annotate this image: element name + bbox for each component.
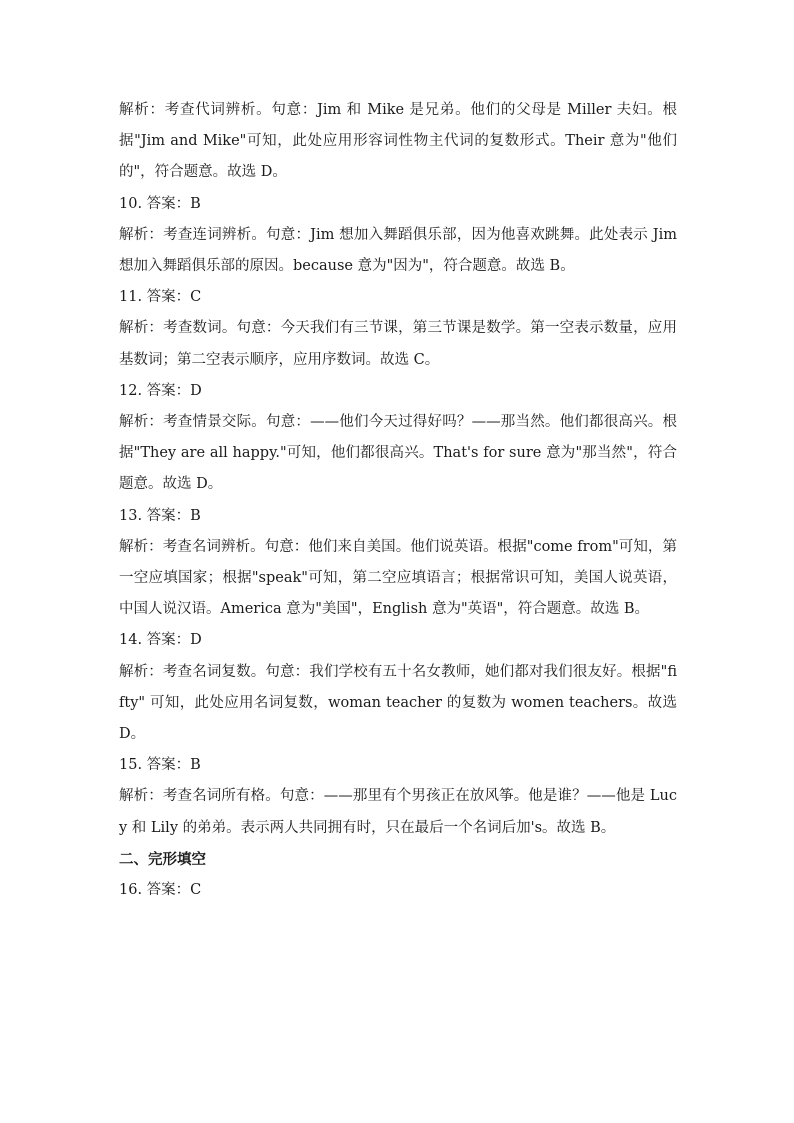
answer-explanations (119, 95, 677, 906)
explanation-10: 解析：考查连词辨析。句意：Jim 想加入舞蹈俱乐部，因为他喜欢跳舞。此处表示 Jim 想加入舞蹈俱乐部的原因。because 意为"因为"，符合题意。故选 B。 (119, 226, 677, 275)
explanation-9: 解析：考查代词辨析。句意：Jim 和 Mike 是兄弟。他们的父母是 Miller 夫妇。根据"Jim and Mike"可知，此处应用形容词性物主代词的复数形式。Their 意为"他们的"，符合题意。故选 D。 (119, 102, 677, 181)
answer-13: 13. 答案：B (119, 507, 201, 524)
answer-12: 12. 答案：D (119, 382, 202, 399)
explanation-15: 解析：考查名词所有格。句意：——那里有个男孩正在放风筝。他是谁？——他是 Lucy 和 Lily 的弟弟。表示两人共同拥有时，只在最后一个名词后加's。故选 B。 (119, 788, 677, 836)
answer-16: 16. 答案：C (119, 882, 202, 899)
answer-14: 14. 答案：D (119, 632, 202, 649)
answer-11: 11. 答案：C (119, 289, 202, 306)
answer-10: 10. 答案：B (119, 195, 201, 212)
explanation-13: 解析：考查名词辨析。句意：他们来自美国。他们说英语。根据"come from"可知，第一空应填国家；根据"speak"可知，第二空应填语言；根据常识可知，美国人说英语，中国人说汉语。America 意为"美国"，English 意为"英语"，符合题意。故选 B。 (119, 538, 677, 618)
explanation-14: 解析：考查名词复数。句意：我们学校有五十名女教师，她们都对我们很友好。根据"fifty" 可知，此处应用名词复数，woman teacher 的复数为 women teachers。故选 D。 (119, 663, 677, 743)
explanation-11: 解析：考查数词。句意：今天我们有三节课，第三节课是数学。第一空表示数量，应用基数词；第二空表示顺序，应用序数词。故选 C。 (119, 320, 677, 368)
answer-15: 15. 答案：B (119, 757, 201, 774)
explanation-12: 解析：考查情景交际。句意：——他们今天过得好吗？——那当然。他们都很高兴。根据"They are all happy."可知，他们都很高兴。That's for sure 意为"那当然"，符合题意。故选 D。 (119, 414, 677, 493)
section-heading-cloze: 二、完形填空 (119, 850, 206, 868)
